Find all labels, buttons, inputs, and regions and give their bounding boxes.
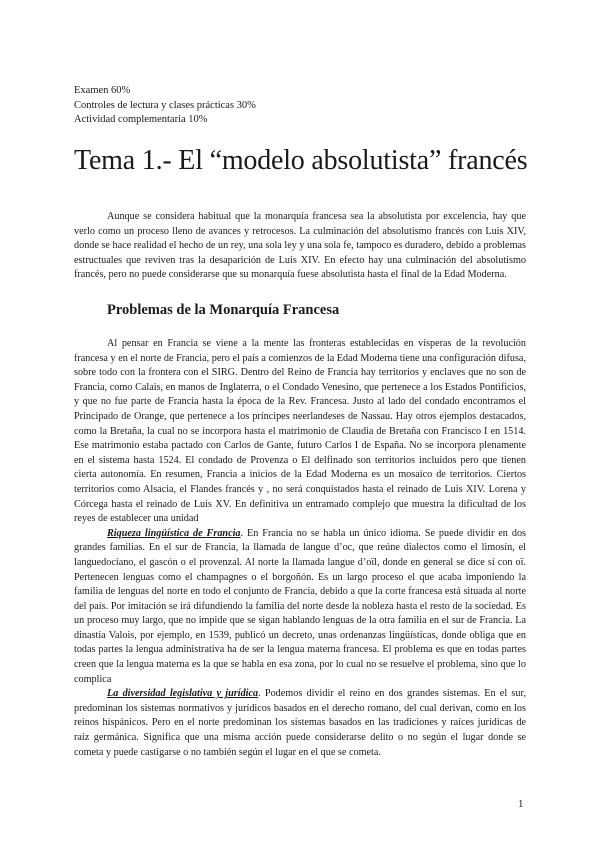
paragraph-legal-text: . Podemos dividir el reino en dos grandes sistemas. En el sur, predominan los sistemas normativos y jurídicos basados en el derecho romano, del cual derivan, como en los reinos hispánicos. Pero en el norte predominan los sistemas basados en las tradiciones y raíces jurídicas de raíz germánica. Significa que una misma acción puede considerarse delito o no según el lugar donde se cometa y puede castigarse o no también según el lugar en el que se cometa. [74,688,526,758]
page-number: 1 [518,798,524,810]
grading-line-controls: Controles de lectura y clases prácticas 30% [74,99,256,111]
paragraph-legal [74,687,526,760]
paragraph-linguistic [74,527,526,688]
paragraph-linguistic-lead: Riqueza lingüística de Francia [107,527,241,539]
grading-line-exam: Examen 60% [74,85,131,96]
page-title: Tema 1.- El “modelo absolutista” francés [74,145,528,176]
grading-breakdown [74,84,256,128]
main-section [74,337,526,760]
paragraph-territories: Al pensar en Francia se viene a la mente las fronteras establecidas en vísperas de la revolución francesa y en el norte de Francia, pero el país a comienzos de la Edad Moderna tiene una configuración difusa, sobre todo con la frontera con el SIRG. Dentro del Reino de Francia hay territorios y enclaves que no son de Francia, como Calais, en manos de Inglaterra, o el Condado Venesino, que pertenece a los Estados Pontificios, y que no fue parte de Francia hasta la época de la Rev. Francesa. Justo al lado del condado encontramos el Principado de Orange, que pertenece a los príncipes neerlandeses de Nassau. Hay otros ejemplos destacados, como la Bretaña, la cual no se incorpora hasta el matrimonio de Claudia de Bretaña con Francisco I en 1514. Ese matrimonio estaba pactado con Carlos de Gante, futuro Carlos I de España. No se incorpora plenamente en el sistema hasta 1524. El condado de Provenza o El delfinado son territorios incluidos pero que tienen cierta autonomía. En resumen, Francia a inicios de la Edad Moderna es un mosaico de territorios. Ciertos territorios como Alsacia, el Flandes francés y , no será conquistados hasta el reinado de Luis XIV. Lorena y Córcega hasta el reinado de Luis XV. En definitiva un entramado complejo que muestra la dificultad de los reyes de establecer una unidad [74,338,526,525]
intro-section [74,210,526,283]
paragraph-linguistic-text: . En Francia no se habla un único idioma. Se puede dividir en dos grandes familias. En el sur de Francia, la llamada de langue d’oc, que reúne dialectos como el limosín, el languedociano, el gascón o el provenzal. Al norte la llamada langue d’oïl, donde en general se dice sí con oï. Pertenecen lenguas como el champagnes o el borgoñón. Es un largo proceso el que acaba imponiendo la familia de lenguas del norte en todo el conjunto de Francia, debido a que la corte francesa está situada al norte del país. Por imitación se irá difundiendo la familia del norte desde la nobleza hasta el resto de la sociedad. Es un proceso muy largo, que no impide que se sigan hablando lenguas de la otra familia en el sur de Francia. La dinastía Valois, por ejemplo, en 1539, publicó un decreto, unas ordenanzas lingüísticas, donde obliga que en todas partes la lengua administrativa ha de ser la lengua materna francesa. El problema es que en todas partes creen que la lengua materna es la que se habla en esa zona, por lo cual no se resuelve el problema, sino que lo complica [74,527,526,685]
intro-paragraph: Aunque se considera habitual que la monarquía francesa sea la absolutista por excelencia, hay que verlo como un proceso lleno de avances y retrocesos. La culminación del absolutismo francés con Luis XIV, donde se hace realidad el hecho de un rey, una sola ley y una sola fe, tampoco es duradero, debido a problemas estructuales que reviven tras la desaparición de Luis XIV. En efecto hay una culminación del absolutismo francés, pero no puede considerarse que su monarquía fuese absolutista hasta el final de la Edad Moderna. [74,211,526,281]
paragraph-legal-lead: La diversidad legislativa y jurídica [107,688,259,700]
grading-line-activity: Actividad complementaria 10% [74,114,208,125]
section-heading: Problemas de la Monarquía Francesa [107,302,340,318]
